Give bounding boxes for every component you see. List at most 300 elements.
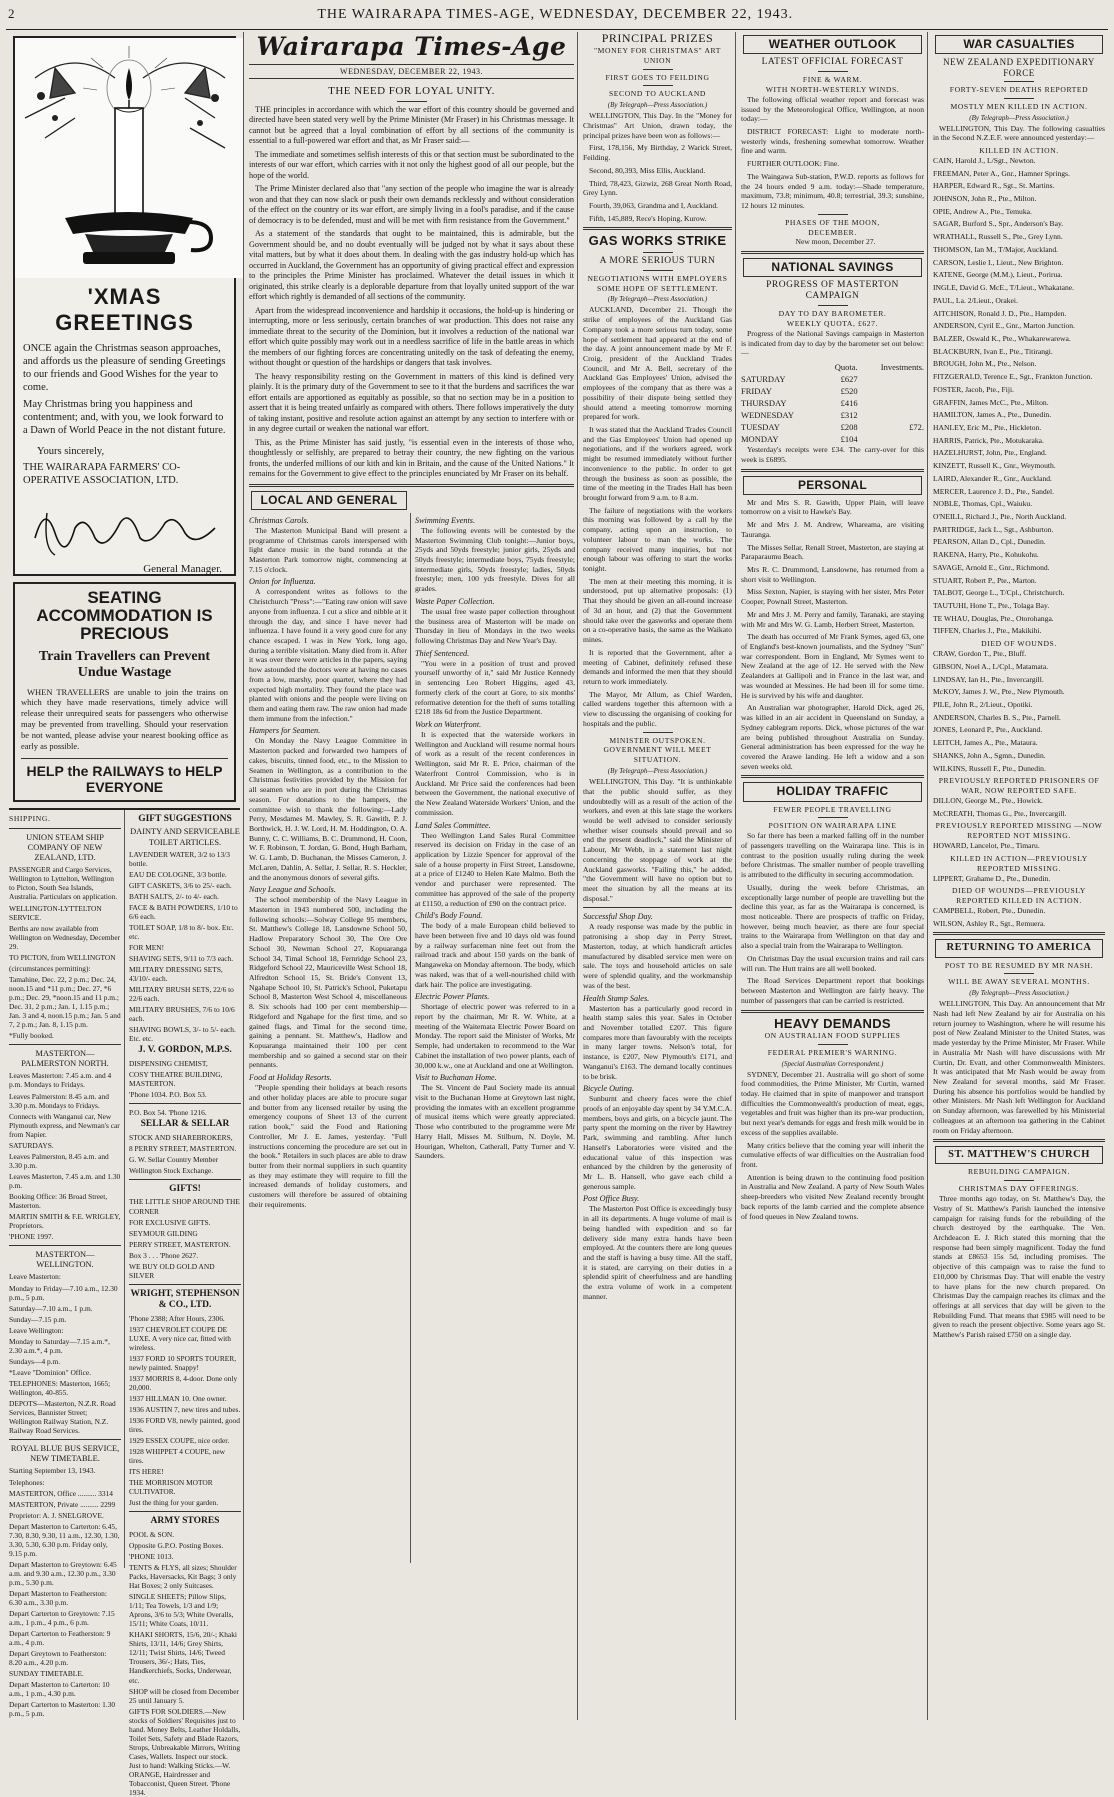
casualty-entry: THOMSON, Ian M., T/Major, Auckland. — [933, 244, 1059, 254]
local-item-title: Swimming Events. — [415, 515, 476, 525]
xmas-title: 'XMAS GREETINGS — [55, 284, 194, 335]
gas-paragraph: The men at their meeting this morning, it is understood, put up alternative proposals: (1) That they should be given an all-round increase of 3d an hour, and (2) that the Government should take over the gasworks and operate them on a co-operative basis, the same as the Waikato mines. — [583, 576, 732, 645]
nameplate: Wairarapa Times-Age — [256, 32, 567, 61]
wright-line: Just the thing for your garden. — [129, 1498, 219, 1508]
casualty-entry: McCREATH, Thomas G., Pte., Invercargill. — [933, 808, 1067, 818]
casualty-entry: WRATHALL, Russell S., Pte., Grey Lynn. — [933, 232, 1063, 242]
weather-heading: WEATHER OUTLOOK — [768, 37, 897, 51]
weather-sub-2: FINE & WARM. — [802, 75, 863, 85]
army-line: 'PHONE 1013. — [129, 1552, 174, 1562]
casualty-entry: NOBLE, Thomas, Cpl., Waiuku. — [933, 499, 1033, 509]
sellar-top: P.O. Box 54. 'Phone 1216. — [129, 1108, 207, 1118]
shipping-line: (circumstances permitting): — [9, 963, 91, 973]
candle-wreath-icon — [15, 38, 243, 278]
casualty-entry: SHANKS, John A., Sgmn., Dunedin. — [933, 750, 1046, 760]
traffic-sub-2: POSITION ON WAIRARAPA LINE — [768, 821, 897, 831]
shipping-line: PASSENGER and Cargo Services, Wellington to Lyttelton, Wellington to Picton, South Sea Islands, Australia. Particulars on application. — [9, 865, 118, 902]
prizes-sub-2: FIRST GOES TO FEILDING — [605, 72, 710, 82]
wright-line: 1937 CHEVROLET COUPE DE LUXE. A very nice car, fitted with wireless. — [129, 1324, 231, 1352]
royal-line: Depart Masterton to Featherston: 6.30 a.m., 3.30 p.m. — [9, 1588, 107, 1607]
savings-investment: £72. — [909, 422, 924, 433]
sellar-line: Wellington Stock Exchange. — [129, 1165, 214, 1175]
casualty-entry: CAIN, Harold J., L/Sgt., Newton. — [933, 155, 1036, 165]
died-prev-heading: DIED OF WOUNDS—PREVIOUSLY REPORTED KILLED IN ACTION. — [952, 886, 1086, 906]
savings-row — [741, 373, 924, 385]
local-item-text: Theo Wellington Land Sales Rural Committee reserved its decision on Friday in the case of an application by Lizzie Spencer for approval of the sale of a house property in First Street, Lansdowne, at a price of £1240 to Helen Kate Malmo. Both the vendor and purchaser were represented. The committee has approved of the sale of the property at £1150, a reduction of £90 on the contract price. — [415, 830, 575, 908]
candle-illustration — [15, 38, 234, 278]
savings-investment — [858, 385, 924, 397]
prizes-sub-3: SECOND TO AUCKLAND — [608, 89, 706, 99]
personal-paragraph: Miss Sexton, Napier, is staying with her sister, Mrs Peter Cooper, Pownall Street, Masterton. — [741, 587, 924, 607]
wright-line: 1937 HILLMAN 10. One owner. — [129, 1394, 227, 1404]
casualty-entry: McKOY, James J. W., Pte., New Plymouth. — [933, 687, 1065, 697]
killed-heading: KILLED IN ACTION. — [979, 146, 1059, 156]
weather-paragraph: The following official weather report and forecast was issued by the Meteorological Office, Wellington, at noon today:— — [741, 94, 924, 124]
wright-line: 1929 ESSEX COUPE, nice order. — [129, 1436, 230, 1446]
casualty-entry: TE WHAU, Douglas, Pte., Otorohanga. — [933, 613, 1054, 623]
savings-row — [741, 397, 924, 409]
america-sub-2: WILL BE AWAY SEVERAL MONTHS. — [948, 977, 1090, 987]
savings-heading: NATIONAL SAVINGS — [771, 260, 894, 275]
casualty-entry: BLACKBURN, Ivan E., Pte., Titirangi. — [933, 346, 1053, 356]
wounds-heading: DIED OF WOUNDS. — [981, 639, 1057, 649]
local-item-text: The following events will be contested by the Masterton Swimming Club tonight:—Junior boys, 25yds and 50yds freestyle; junior girls, 25yds and 50yds freestyle; intermediate boys, 75yds freestyle; intermediate girls, 50yds freestyle; ladies, 50yds freestyle; men, 100 yds freestyle. Dives for all grades. — [415, 525, 575, 594]
editorial-paragraph: As a statement of the standards that ought to be maintained, this is admirable, but the Government should be, and no doubt eventually will be judged not by what it says about these vital matters, but by what it does about them. In dealing with the gas industry hold-up which has occurred in Auckland, the Government has an opportunity of giving practical effect and expression to the principles the Prime Minister has proclaimed. Whatever the detail issues in which it originated, this strike clearly is a deplorable departure from that loyally united support of the war effort which rightly is demanded of all sections of the community. — [249, 229, 574, 302]
gifts-line: WE BUY OLD GOLD AND SILVER — [129, 1261, 215, 1280]
outspoken-byline: (By Telegraph—Press Association.) — [607, 767, 708, 776]
heavy-heading: HEAVY DEMANDS — [774, 1015, 891, 1031]
army-line: Opposite G.P.O. Posting Boxes. — [129, 1541, 224, 1551]
gas-paragraph: AUCKLAND, December 21. Though the strike of employees of the Auckland Gas Company took a more serious turn today, some hope of settlement had appeared at the end of the day. A joint announcement made by Mr F. Croig, president of the Auckland Trades Council, and Mr A. Bell, secretary of the Auckland Gas Employees' Union, advised the employees of the company that as there was a possibility of their dispute being settled they should attend a meeting tomorrow morning prepared for work. — [583, 305, 732, 422]
column-4 — [738, 32, 928, 1720]
savings-day: FRIDAY — [741, 386, 772, 397]
local-right — [415, 513, 575, 1563]
masthead — [6, 6, 1108, 30]
casualty-entry: FITZGERALD, Terence E., Sgt., Frankton Junction. — [933, 372, 1093, 382]
savings-investment — [858, 409, 924, 421]
america-heading: RETURNING TO AMERICA — [946, 942, 1092, 954]
royal-line: Telephones: — [9, 1477, 45, 1487]
casualty-entry: ANDERSON, Cyril E., Gnr., Marton Junction. — [933, 321, 1075, 331]
local-item-text: A correspondent writes as follows to the Christchurch "Press":—"Eating raw onion will save anyone from influenza. I cut a slice and nibble at it through the day, and since I have never had influenza. I have found it a very good cure for any chance escaped. I was in New York, long ago, during a terrible visitation. Many died from it. After it was over there were articles in the papers, saying how astounded the doctors were at having no cases from a low, marshy, poor quarter, where they had expected high mortality. They found the place was planted with onions and the people were living on them and eating them raw. The raw onion had made them immune from the infection." — [249, 587, 407, 723]
savings-col-quota: Quota. — [834, 362, 858, 373]
gas-paragraph: It was stated that the Auckland Trades Council and the Gas Employees' Union had opened up negotiations, and if the workers agreed, work might be resumed immediately without further inconvenience to the public. In order to get through the business as soon as possible, the time of the meeting in the Trades Hall has been brought forward from 9 a.m. to 8 a.m. — [583, 424, 732, 503]
gas-byline: (By Telegraph—Press Association.) — [607, 295, 708, 304]
prizes-heading: PRINCIPAL PRIZES — [601, 31, 714, 45]
casualties-heading: WAR CASUALTIES — [963, 37, 1075, 51]
savings-day: MONDAY — [741, 434, 779, 445]
traffic-heading: HOLIDAY TRAFFIC — [776, 784, 889, 799]
mail-heading: MASTERTON—PALMERSTON NORTH. — [21, 1048, 109, 1069]
gifts-line: THE LITTLE SHOP AROUND THE CORNER — [129, 1197, 240, 1216]
shipping-line: Berths are now available from Wellington on Wednesday, December 29. — [9, 923, 121, 951]
savings-quota: £520 — [840, 386, 858, 397]
shipping-line: *Fully booked. — [9, 1030, 54, 1040]
casualties-intro: WELLINGTON, This Day. The following casualties in the Second N.Z.E.F. were announced yesterday:— — [933, 123, 1105, 143]
prizes-paragraph: Third, 78,423, Gizwiz, 268 Great North Road, Grey Lynn. — [583, 178, 732, 198]
casualties-sub-2: FORTY-SEVEN DEATHS REPORTED — [949, 84, 1089, 94]
personal-paragraph: An Australian war photographer, Harold Dick, aged 26, was killed in an air accident in Queensland on Sunday, a Sydney cablegram reports. Dick, whose pictures of the war are being published throughout Australia on Sunday. General administration has been expressed for the way he covered the Arawe landing. He left a widow and a son seven weeks old. — [741, 703, 924, 771]
casualty-entry: LINDSAY, Ian H., Pte., Invercargill. — [933, 674, 1044, 684]
casualty-entry: BALZER, Oswald K., Pte., Whakarewarewa. — [933, 333, 1071, 343]
army-line: SINGLE SHEETS; Pillow Slips, 1/11; Tea Towels, 1/3 and 1/9; Aprons, 3/6 to 5/3; White Overalls, 15/11; White Coats, 10/11. — [129, 1592, 234, 1629]
wright-line: THE MORRISON MOTOR CULTIVATOR. — [129, 1478, 213, 1497]
wright-line: ITS HERE! — [129, 1467, 164, 1477]
gift-line: BATH SALTS, 2/- to 4/- each. — [129, 891, 219, 901]
army-line: TENTS & FLYS, all sizes; Shoulder Packs, Haversacks, Kit Bags; 3 only Hat Boxes; 2 only Suitcases. — [129, 1563, 237, 1591]
shipping-line: WELLINGTON-LYTTELTON SERVICE. — [9, 903, 102, 922]
xmas-yours: Yours sincerely, — [37, 445, 105, 457]
america-text: WELLINGTON, This Day. An announcement that Mr Nash had left New Zealand by air for Australia on his return journey to Washington, where he will resume his post of New Zealand Minister to the United States, was made yesterday by the Prime Minister, Mr Fraser. While in Australia Mr Nash will have discussions with Mr Curtin, Dr. Evatt, and other Commonwealth Ministers. It was anticipated that Mr Nash would be away from New Zealand for several months, said Mr Fraser. During his absence his portfolios would be handled by other Ministers. Mr Nash left Wellington for Auckland on Sunday afternoon, was farewelled by his Ministerial colleagues at an afternoon tea gathering in the Cabinet room on Friday afternoon. — [933, 999, 1105, 1135]
casualty-entry: O'NEILL, Richard J., Pte., North Auckland. — [933, 512, 1067, 522]
weather-paragraph: The Waingawa Sub-station, P.W.D. reports as follows for the 24 hours ended 9 a.m. today:—Shade temperature, maximum, 73.8; minimum, 40.8; terrestrial, 39.3; sunshine, 12 hours 12 minutes. — [741, 171, 924, 211]
column-5 — [930, 32, 1108, 1720]
casualty-entry: RAKENA, Harry, Pte., Kohukohu. — [933, 550, 1039, 560]
gordon-line: DISPENSING CHEMIST, — [129, 1059, 208, 1069]
gift-line: MILITARY BRUSHES, 7/6 to 10/6 each. — [129, 1005, 235, 1024]
masthead-title: THE WAIRARAPA TIMES-AGE, WEDNESDAY, DECEMBER 22, 1943. — [317, 7, 794, 22]
gifts-line: SEYMOUR GILDING — [129, 1228, 198, 1238]
casualty-entry: PILE, John R., 2/Lieut., Opotiki. — [933, 699, 1033, 709]
savings-sub-2: DAY TO DAY BAROMETER. — [778, 309, 887, 319]
editorial-paragraph: This, as the Prime Minister has said justly, "is essential even in the interests of those who, thoughtlessly or selfishly, are prepared to betray their country, the new fighting on the various fronts, the underfed millions of our kith and kin in Britain, and the cause of the United Nations." It remains for the Government to give effect to the principles enunciated by Mr Fraser on its behalf. — [249, 437, 574, 479]
prizes-paragraph: Second, 80,393, Miss Ellis, Auckland. — [589, 165, 706, 175]
stmatthew-text: Three months ago today, on St. Matthew's Day, the Vestry of St. Matthew's Parish launched the intensive campaign for raising funds for the rebuilding of the church destroyed by the earthquake. The Ven. Archdeacon E. J. Rich stated this morning that the response had been simply magnificent. Today the fund stands at £8653 15s 5d, including promises. The objective of this campaign was to raise the fund to £10,000 by Christmas Day. That will enable the vestry to have plans for the new church prepared. On Christmas Day the campaign reaches its climax and the offerings at all services that day will be given to the Rebuilding Fund. That means that £985 will need to be given to reach the present objective. Some years ago St. Matthew's Parish raised £750 on a single day. — [933, 1194, 1105, 1340]
local-item-title: Electric Power Plants. — [415, 992, 490, 1002]
local-item-title: Food at Holiday Resorts. — [249, 1073, 332, 1083]
casualty-entry: HARRIS, Patrick, Pte., Motukaraka. — [933, 435, 1044, 445]
mail-line: Leaves Masterton, 7.45 a.m. and 1.30 p.m. — [9, 1171, 121, 1190]
savings-day: THURSDAY — [741, 398, 787, 409]
savings-quota: £208 — [840, 422, 858, 433]
mail-line: Leaves Masterton: 7.45 a.m. and 4 p.m. Mondays to Fridays. — [9, 1071, 112, 1090]
savings-quota: £104 — [840, 434, 858, 445]
gift-line: GIFT CASKETS, 3/6 to 25/- each. — [129, 880, 232, 890]
casualty-entry: ANDERSON, Charles B. S., Pte., Parnell. — [933, 712, 1061, 722]
bicycle-text: Sunburnt and cheery faces were the chief proofs of an enjoyable day spent by 34 Y.M.C.A. members, boys and girls, on a bicycle jaunt. The party spent the morning on the river by Hawtrey Park, swimming and rambling. After lunch Hansell's Laboratories were visited and the educational value of this inspection was enhanced by the children by the generosity of Mr L. B. Hansell, who gave each child a generous sample. — [583, 1094, 732, 1191]
wright-heading: WRIGHT, STEPHENSON & CO., LTD. — [130, 1288, 240, 1311]
local-item-text: "People spending their holidays at beach resorts and other holiday places are able to procure sugar and butter from any licensed retailer by using the emergency coupons of Sheet 13 of the current ration book," said the Food and Rationing Controller, Mr J. E. James, yesterday. "Full instructions concerning the procedure are set out in the book." Retailers in such places are able to draw butter from their normal suppliers in such quantity as they may estimate they will require to fill the increased demands of holiday customers, and customers will therefore be assured of obtaining their requirements. — [249, 1083, 407, 1209]
moon-text: New moon, December 27. — [795, 237, 876, 247]
mw-line: Saturday—7.10 a.m., 1 p.m. — [9, 1303, 93, 1313]
casualty-entry: HAZELHURST, John, Pte., England. — [933, 448, 1047, 458]
local-item-text: On Monday the Navy League Committee in Masterton packed and forwarded two hampers of cakes, biscuits, tinned food, etc., to the Mission to Seamen in Wellington, as a contribution to the Christmas festivities provided by the Mission for all seamen who are in port during the Christmas season. For donations to the hampers, the committee wish to thank the following:—Lady Perry, Mesdames M. Mawley, S. R. Gawith, P. J. Borthwick, H. J. W. Lord, H. M. Hoddington, O. A. Bunny, C. C. Williams, B. C. Drummond, H. Coon, W. F. Robinson, T. Jordan, G. Bond, Hugh Barham, W. G. Lamb, D. Buchanan, the Misses Cameron, J. McLaren, Dahlin, A. Sellar, J. Sellar, R. S. Heckler, and the anonymous donors of several gifts. — [249, 736, 407, 882]
savings-day: SATURDAY — [741, 374, 786, 385]
casualty-entry: MERCER, Laurence J. D., Pte., Sandel. — [933, 486, 1055, 496]
mw-line: *Leave "Dominion" Office. — [9, 1367, 92, 1377]
gifts-line: PERRY STREET, MASTERTON. — [129, 1239, 231, 1249]
local-item-title: Christmas Carols. — [249, 515, 309, 525]
savings-investment — [858, 397, 924, 409]
editorial-paragraph: The immediate and sometimes selfish interests of this or that section must be subordinated to the interests of our war effort, which carries with it not only the highest good of all our people, but the hope of the world. — [249, 149, 574, 180]
royal-line: Depart Carterton to Featherston: 9 a.m., 4 p.m. — [9, 1628, 111, 1648]
sellar-line: 8 PERRY STREET, MASTERTON. — [129, 1143, 237, 1153]
casualty-entry: TALBOT, George L., T/Cpl., Christchurch. — [933, 588, 1065, 598]
royal-line: Depart Carterton to Greytown: 7.15 a.m., 1 p.m., 4 p.m., 6 p.m. — [9, 1608, 115, 1627]
sellar-heading: SELLAR & SELLAR — [140, 1119, 230, 1130]
stmatthew-sub: REBUILDING CAMPAIGN. — [967, 1167, 1070, 1177]
local-item-title: Onion for Influenza. — [249, 577, 316, 587]
shipping-line: TO PICTON, from WELLINGTON — [9, 952, 116, 962]
gordon-heading: J. V. GORDON, M.P.S. — [138, 1045, 232, 1056]
traffic-paragraph: Usually, during the week before Christmas, an exceptionally large number of people are travelling but the decline this year, as far as the Wairarapa is concerned, is most noticeable. There are prospects of traffic on Friday, however, being much heavier, as there are four special trains to the Wairarapa from Wellington on that day and also a special train from the Wairarapa to Wellington. — [741, 882, 924, 951]
editorial-heading: THE NEED FOR LOYAL UNITY. — [328, 85, 495, 97]
personal-paragraph: Mrs R. C. Drummond, Lansdowne, has returned from a short visit to Wellington. — [741, 565, 924, 584]
mw-line: DEPOTS—Masterton, N.Z.R. Road Services, Bannister Street; Wellington Railway Station, N.Z. Railway Road Services. — [9, 1398, 116, 1435]
gordon-line: COSY THEATRE BUILDING, MASTERTON. — [129, 1070, 223, 1089]
wright-line: 1936 AUSTIN 7, new tires and tubes. — [129, 1405, 241, 1415]
savings-row — [741, 385, 924, 397]
mail-line: Leaves Palmerston: 8.45 a.m. and 3.30 p.m. Mondays to Fridays. — [9, 1091, 109, 1110]
prizes-byline: (By Telegraph—Press Association.) — [607, 101, 708, 110]
signature-icon — [25, 493, 224, 563]
seating-title: SEATING ACCOMMODATION IS PRECIOUS — [36, 588, 213, 643]
personal-paragraph: Mr and Mrs J. M. Perry and family, Taranaki, are staying with Mr and Mrs W. G. Lamb, Herbert Street, Masterton. — [741, 609, 924, 629]
royal-line: Depart Greytown to Featherston: 8.20 a.m., 4.20 p.m. — [9, 1649, 107, 1668]
seating-subtitle: Train Travellers can Prevent Undue Wastage — [38, 648, 211, 680]
savings-col-investments: Investments. — [880, 362, 924, 373]
savings-table — [741, 361, 924, 445]
heavy-paragraph: Many critics believe that the coming year will inherit the cumulative effects of war difficulties on the Australian food front. — [741, 1140, 924, 1169]
casualties-byline: (By Telegraph—Press Association.) — [969, 113, 1069, 122]
column-2 — [246, 32, 578, 1720]
local-item-title: Hampers for Seamen. — [249, 726, 321, 736]
gas-sub-3: SOME HOPE OF SETTLEMENT. — [597, 283, 718, 293]
wright-line: 1936 FORD V8, newly painted, good tires. — [129, 1416, 240, 1435]
casualty-entry: KATENE, George (M.M.), Lieut., Porirua. — [933, 270, 1063, 280]
column-1 — [6, 32, 244, 1797]
personal-paragraph: The death has occurred of Mr Frank Symes, aged 63, one of England's best-known journalists, and the Sydney "Sun" war correspondent. Born in England, Mr Symes went to New Zealand at the age of 12. He served with the New Zealanders at Gallipoli and in France in the last war, and was wounded at Messines. He had been ill for some time. He is survived by his wife and daughter. — [741, 632, 924, 700]
stmatthew-heading: ST. MATTHEW'S CHURCH — [948, 1149, 1090, 1161]
prizes-sub: "MONEY FOR CHRISTMAS" ART UNION — [593, 45, 721, 65]
casualty-entry: JOHNSON, John R., Pte., Milton. — [933, 194, 1037, 204]
mw-line: Monday to Friday—7.10 a.m., 12.30 p.m., 5 p.m. — [9, 1283, 118, 1302]
killed-prev-heading: KILLED IN ACTION—PREVIOUSLY REPORTED MISSING. — [950, 853, 1088, 873]
casualty-entry: PAUL, La. 2/Lieut., Orakei. — [933, 295, 1018, 305]
mw-line: Sunday—7.15 p.m. — [9, 1314, 67, 1324]
mail-line: Connects with Wanganui car, New Plymouth express, and Newman's car from Napier. — [9, 1111, 120, 1139]
savings-sub-3: WEEKLY QUOTA, £627. — [786, 319, 879, 329]
stmatthew-sub-2: CHRISTMAS DAY OFFERINGS. — [958, 1184, 1080, 1194]
local-item-text: The Masterton Municipal Band will present a programme of Christmas carols interspersed with light dance music in the band rotunda at the Masterton Park tomorrow night, commencing at 7.15 o'clock. — [249, 525, 407, 574]
savings-text: Progress of the National Savings campaign in Masterton is indicated from day to day by the barometer set out below:— — [741, 328, 924, 358]
savings-day: TUESDAY — [741, 422, 780, 433]
casualty-entry: AITCHISON, Ronald J. D., Pte., Hampden. — [933, 308, 1067, 318]
local-item-text: The school membership of the Navy League in Masterton in 1943 numbered 500, including the following schools:—Solway College 95 members, St. Matthew's College 18, Lansdowne School 50, Hadlow Preparatory School 30, The Ore Ore School 30, Newman School 27, Kopuaranga School 34, Timal School 18, Fernridge School 23, Ridgeford School 22, Mauriceville West School 18, Alfredton School 15, St. Bride's Convent 13, Ngahape School 10, St. Patrick's School, Puketapu School 8, Masterton West School 4, miscellaneous 8. Six schools had 100 per cent membership—Ridgeford and Ngahape for the first time, and so gained flags, and Timal for the second time, gaining a pennant. St. Matthew's, Hadlow and Kopuaranga maintained their 100 per cent membership and so gained a second star on their pennants. — [249, 895, 407, 1070]
heavy-paragraph: SYDNEY, December 21. Australia will go short of some food commodities, the Prime Minister, Mr Curtin, warned today. He claimed that in spite of manpower and transport difficulties the Commonwealth's production of meat, eggs, vegetables and fruit was higher than its pre-war production, but next year's demands for eggs and fresh milk would be in excess of the supplies available. — [741, 1069, 924, 1137]
savings-quota: £627 — [840, 374, 858, 385]
casualty-entry: HARPER, Edward R., Sgt., St. Martins. — [933, 181, 1055, 191]
casualty-entry: WILKINS, Russell F., Pte., Dunedin. — [933, 763, 1046, 773]
personal-paragraph: Mr and Mrs S. R. Gawith, Upper Plain, will leave tomorrow on a visit to Hawke's Bay. — [741, 497, 924, 517]
gifts-column — [127, 810, 241, 1797]
column-3 — [580, 32, 736, 1720]
mw-line: TELEPHONES: Masterton, 1665; Wellington, 40-855. — [9, 1378, 111, 1397]
shipping-column — [9, 810, 125, 1719]
sellar-line: STOCK AND SHAREBROKERS, — [129, 1132, 233, 1142]
mail-line: MARTIN SMITH & F.E. WRIGLEY, Proprietors. — [9, 1211, 121, 1230]
savings-footer: Yesterday's receipts were £34. The carry-over for this week is £6895. — [741, 445, 924, 464]
prizes-paragraph: Fourth, 39,063, Grandma and I, Auckland. — [589, 200, 719, 210]
casualties-sub: NEW ZEALAND EXPEDITIONARY FORCE — [943, 57, 1095, 78]
local-item-text: "You were in a position of trust and proved yourself unworthy of it," said Mr Justice Kennedy in sentencing Leo Robert Higgins, aged 43, formerly clerk of the court at Gore, to six months' reformative detention for the theft of sums totalling £218 18s 6d from the Justice Department. — [415, 658, 575, 717]
post-text: The Masterton Post Office is exceedingly busy in all its departments. A huge volume of mail is being handled with expedition and so far delivery side many extra hands have been employed. At the counters there are long queues and the staff is having a busy time. All the staff, it is stated, are carrying on their duties in a splendid spirit of cheerfulness and are handling the extra volume of work in a competent manner. — [583, 1204, 732, 1301]
prisoners-heading: PREVIOUSLY REPORTED PRISONERS OF WAR, NOW REPORTED SAFE. — [938, 776, 1100, 796]
local-item-text: The St. Vincent de Paul Society made its annual visit to the Buchanan Home at Greytown last night, providing the inmates with an excellent programme of musical items which were greatly appreciated. Those who contributed to the programme were Mr Harry Hall, Misses M. Stilburn, N. Doyle, M. Hourigan, Whelton, Catherall, Patty Turner and V. Saunders. — [415, 1083, 575, 1161]
local-item-title: Visit to Buchanan Home. — [415, 1073, 497, 1083]
heavy-byline: (Special Australian Correspondent.) — [781, 1059, 884, 1068]
wright-line: 1937 MORRIS 8, 4-door. Done only 20,000. — [129, 1374, 238, 1393]
local-item-title: Navy League and Schools. — [249, 885, 336, 895]
army-heading: ARMY STORES — [150, 1516, 220, 1527]
personal-paragraph: Mr and Mrs J. M. Andrew, Whareama, are visiting Tauranga. — [741, 520, 924, 539]
royal-line: MASTERTON, Office .......... 3314 — [9, 1488, 113, 1498]
royal-line: SUNDAY TIMETABLE. — [9, 1669, 84, 1679]
traffic-paragraph: So far there has been a marked falling off in the number of passengers travelling on the Wairarapa line. This is in contrast to the position usually ruling during the week before Christmas. The smaller number of people travelling is attributed to the difficulty in securing accommodation. — [741, 831, 924, 880]
local-item-text: The usual free waste paper collection throughout the business area of Masterton will be made on Thursday in lieu of Mondays in the two weeks following Christmas Day and New Year's Day. — [415, 606, 575, 646]
casualty-entry: LAIRD, Alexander R., Gnr., Auckland. — [933, 473, 1052, 483]
savings-quota: £312 — [840, 410, 858, 421]
army-line: GIFTS FOR SOLDIERS.—New stocks of Soldiers' Requisites just to hand. Money Belts, Leather Holdalls, Toilet Sets, Safety and Blade Razors, Strops, Unbreakable Mirrors, Writing Cases, Wallets. Inspect our stock. Just to hand: Walking Sticks.—W. ORANGE, Hairdresser and Tobacconist, Queen Street. 'Phone 1934. — [129, 1706, 241, 1797]
america-byline: (By Telegraph—Press Association.) — [969, 989, 1069, 998]
army-line: SHOP will be closed from December 25 until January 5. — [129, 1686, 239, 1705]
editorial-paragraph: THE principles in accordance with which the war effort of this country should be governed and directed have been stated very well by the Prime Minister (Mr Fraser) in his Christmas message. It cannot but be agreed that a loyal combination of effort by all sections of the community is essential to a full-powered war effort and that, as Mr Fraser said:— — [249, 104, 574, 146]
savings-row — [741, 433, 924, 445]
gifts-line: Box 3 . . . 'Phone 2627. — [129, 1250, 199, 1260]
casualty-entry: GIBSON, Noel A., L/Cpl., Matamata. — [933, 661, 1049, 671]
gift-line: FOR MEN! — [129, 943, 165, 953]
royal-line: Starting September 13, 1943. — [9, 1466, 96, 1476]
traffic-paragraph: On Christmas Day the usual excursion trains and rail cars will run. The Hutt trains are all well booked. — [741, 953, 924, 973]
xmas-body: ONCE again the Christmas season approaches, and affords us the pleasure of sending Greetings to our friends and Good Wishes for the year to come. — [23, 343, 226, 394]
gas-paragraph: It is reported that the Government, after a meeting of Cabinet, definitely refused these demands and informed the men that they should return to work immediately. — [583, 647, 732, 686]
heavy-paragraph: Attention is being drawn to the continuing food position in Australia and New Zealand. A party of New South Wales sheep-breeders who visited New Zealand recently brought back reports of the lamb carried and the complete absence of food queues in New Zealand towns. — [741, 1172, 924, 1221]
traffic-sub: FEWER PEOPLE TRAVELLING — [773, 804, 892, 814]
shop-title: Successful Shop Day. — [583, 912, 653, 922]
casualty-entry: SAGAR, Burford S., Spr., Anderson's Bay. — [933, 219, 1064, 229]
wright-line: 'Phone 2388; After Hours, 2306. — [129, 1313, 225, 1323]
mw-line: Leave Wellington: — [9, 1325, 64, 1335]
gifts-line: FOR EXCLUSIVE GIFTS. — [129, 1217, 211, 1227]
casualty-entry: HAMILTON, James A., Pte., Dunedin. — [933, 410, 1052, 420]
shop-text: A ready response was made by the public in patronising a shop day in Perry Street, Masterton, today, at which handicraft articles manufactured by disabled service men were on sale. The toys and household articles on sale were of splendid quality, and the workmanship was of the best. — [583, 922, 732, 990]
royal-heading: ROYAL BLUE BUS SERVICE, NEW TIMETABLE. — [10, 1443, 120, 1464]
savings-day: WEDNESDAY — [741, 410, 795, 421]
mail-line: Leaves Palmerston, 8.45 a.m. and 3.30 p.m. — [9, 1151, 109, 1170]
prizes-paragraph: Fifth, 145,889, Rece's Hoping, Kurow. — [589, 213, 707, 223]
weather-paragraph: DISTRICT FORECAST: Light to moderate north-westerly winds, freshening somewhat tomorrow. Weather fine and warm. — [741, 126, 924, 156]
savings-row — [741, 409, 924, 421]
heavy-sub: ON AUSTRALIAN FOOD SUPPLIES — [764, 1030, 901, 1040]
casualty-entry: PEARSON, Allan D., Cpl., Dunedin. — [933, 537, 1046, 547]
casualty-entry: KINZETT, Russell K., Gnr., Weymouth. — [933, 461, 1056, 471]
casualty-entry: STUART, Robert P., Pte., Marton. — [933, 575, 1037, 585]
casualty-entry: SAVAGE, Arnold E., Gnr., Richmond. — [933, 562, 1050, 572]
personal-heading: PERSONAL — [797, 477, 868, 492]
gas-heading: GAS WORKS STRIKE — [588, 233, 727, 249]
xmas-greetings-ad — [13, 36, 236, 576]
weather-sub-3: WITH NORTH-WESTERLY WINDS. — [765, 84, 900, 94]
weather-sub: LATEST OFFICIAL FORECAST — [761, 57, 904, 68]
casualty-entry: OPIE, Andrew A., Pte., Temuka. — [933, 206, 1032, 216]
editorial-paragraph: Apart from the widespread inconvenience and hardship it occasions, the hold-up is hindering or interrupting, more or less seriously, certain branches of war production. This does not raise any immediate threat to the security of the Dominion, but it involves a reduction of the national war effort which quite possibly may work out in a needless sacrifice of life in the battle areas in which the members of our fighting forces are concentrating unitedly on the task of defeating the enemy, without thought or question of the hardships or dangers that task involves. — [249, 305, 574, 368]
editorial-paragraph: The Prime Minister declared also that "any section of the people who imagine the war is already won and that they can now slack or push their own demands recklessly and without consideration of the effect on the country or its war effort, are simply living in a fool's paradise, and if the cause of democracy is to be defended, must and will be met with firm resistance from the Government." — [249, 184, 574, 225]
prizes-paragraph: First, 178,156, My Birthday, 2 Warick Street, Feilding. — [583, 143, 732, 163]
local-item-title: Child's Body Found. — [415, 911, 483, 921]
casualties-sub-3: MOSTLY MEN KILLED IN ACTION. — [950, 101, 1088, 111]
casualty-entry: TAUTUHI, Hone T., Pte., Tolaga Bay. — [933, 601, 1050, 611]
gift-heading: GIFT SUGGESTIONS — [138, 813, 232, 824]
gas-paragraph: The failure of negotiations with the workers this morning was followed by a call by the company, acting upon an instruction, to volunteer labour to man the works. The company received many inquiries, but not enough labour was offering to start the works tonight. — [583, 505, 732, 574]
local-item-title: Waste Paper Collection. — [415, 596, 495, 606]
local-item-text: Shortage of electric power was referred to in a report by the chairman, Mr R. W. White, at a meeting of the Waitemata Electric Power Board on Monday. The report said the Minister of Works, Mr Semple, had undertaken to recommend to the War Cabinet the installation of two power plants, each of 30,000 k.w., one at Auckland and one at Wellington. — [415, 1002, 575, 1070]
casualty-entry: FOSTER, Jacob, Pte., Fiji. — [933, 384, 1015, 394]
gift-sub: DAINTY AND SERVICEABLE TOILET ARTICLES. — [130, 827, 240, 847]
army-line: POOL & SON. — [129, 1530, 175, 1540]
traffic-paragraph: The Road Services Department report that bookings between Masterton and Wellington are fairly heavy. The number of passengers that can be carried is restricted. — [741, 976, 924, 1005]
outspoken-heading: MINISTER OUTSPOKEN. — [609, 735, 706, 745]
post-title: Post Office Busy. — [583, 1194, 640, 1204]
outspoken-sub: GOVERNMENT WILL MEET SITUATION. — [603, 745, 712, 765]
royal-line: Depart Carterton to Masterton: 1.30 p.m., 5 p.m. — [9, 1700, 116, 1719]
seating-body: WHEN TRAVELLERS are unable to join the trains on which they have made reservations, timely advice will release their unrequired seats for passengers who otherwise may be prevented from travelling. Should your reservation be not wanted, please advise your nearest booking office as early as possible. — [21, 686, 228, 751]
casualty-entry: JONES, Leonard P., Pte., Auckland. — [933, 725, 1043, 735]
wright-line: 1937 FORD 10 SPORTS TOURER, newly painted. Snappy! — [129, 1354, 237, 1373]
casualty-entry: TIFFEN, Charles J., Pte., Makikihi. — [933, 626, 1042, 636]
xmas-signoff: General Manager. — [143, 563, 222, 576]
casualty-entry: BROUGH, John M., Pte., Nelson. — [933, 359, 1037, 369]
mail-line: SATURDAYS. — [9, 1140, 54, 1150]
local-heading: LOCAL AND GENERAL — [260, 492, 398, 507]
local-item-title: Land Sales Committee. — [415, 820, 491, 830]
gas-paragraph: The Mayor, Mr Allum, as Chief Warden, called wardens together this afternoon with a view to discussing the organising of cooking for hospitals and the public. — [583, 689, 732, 728]
casualty-entry: HANLEY, Eric M., Pte., Hickleton. — [933, 422, 1042, 432]
local-item-text: It is expected that the waterside workers in Wellington and Auckland will resume normal hours of work as a result of the recent conferences in Wellington, said Mr R. E. Price, chairman of the Waterfront Control Commission, who is in Auckland. Mr Price said the conferences had been between the Government, the national executive of the New Zealand Waterside Workers' Union, and the commission. — [415, 730, 575, 817]
gift-line: MILITARY DRESSING SETS, 43/10/- each. — [129, 965, 223, 984]
savings-sub: PROGRESS OF MASTERTON CAMPAIGN — [766, 280, 899, 302]
gift-line: SHAVING BOWLS, 3/- to 5/- each. Etc. etc. — [129, 1025, 236, 1044]
xmas-company: THE WAIRARAPA FARMERS' CO-OPERATIVE ASSOCIATION, LTD. — [23, 462, 181, 487]
gift-line: FACE & BATH POWDERS, 1/10 to 6/6 each. — [129, 903, 238, 922]
moon-heading: PHASES OF THE MOON, — [785, 217, 880, 227]
savings-investment — [858, 433, 924, 445]
union-steam-ship: UNION STEAM SHIP COMPANY OF NEW ZEALAND, LTD. — [26, 832, 104, 863]
mw-line: Sundays—4 p.m. — [9, 1356, 61, 1366]
bicycle-title: Bicycle Outing. — [583, 1084, 634, 1094]
personal-paragraph: The Misses Sellar, Renall Street, Masterton, are staying at Paraparaumu Beach. — [741, 542, 924, 562]
mw-line: Leave Masterton: — [9, 1272, 61, 1282]
gift-line: SHAVING SETS, 9/11 to 7/3 each. — [129, 954, 234, 964]
editorial-body — [249, 105, 574, 480]
local-item-title: Work on Waterfront. — [415, 720, 482, 730]
gift-line: MILITARY BRUSH SETS, 22/6 to 22/6 each. — [129, 985, 234, 1004]
gifts-heading: GIFTS! — [169, 1183, 201, 1194]
casualty-entry: FREEMAN, Peter A., Gnr., Hamner Springs. — [933, 168, 1070, 178]
local-left — [249, 513, 411, 1563]
gordon-line: 'Phone 1034. P.O. Box 53. — [129, 1090, 207, 1100]
mail-line: Booking Office: 36 Broad Street, Masterton. — [9, 1191, 108, 1210]
casualty-entry: WILSON, Ashley R., Sgt., Remuera. — [933, 918, 1046, 928]
gas-sub-2: NEGOTIATIONS WITH EMPLOYERS — [587, 273, 728, 283]
shipping-line: Tamahine, Dec. 22, 2 p.m.; Dec. 24, noon.15 and *11 p.m.; Dec. 27, *6 p.m.; Dec. 29, *noon.15 and 11 p.m.; Dec. 31, 2 p.m.; Jan. 1, 1.15 p.m.; Jan. 3 and 4, noon.15 p.m.; Jan. 5 and 7, 2 p.m.; Jan. 8, 1.15 p.m. — [9, 974, 121, 1029]
army-line: KHAKI SHORTS, 15/6, 20/-; Khaki Shirts, 13/11, 14/6; Grey Shirts, 12/11; Twist Shirts, 14/6; Tweed Trousers, 36/-; Hats, Ties, Handkerchiefs, Socks, Underwear, etc. — [129, 1630, 237, 1685]
casualty-entry: LIPPERT, Grahame D., Pte., Dunedin. — [933, 873, 1051, 883]
wright-line: 1928 WHIPPET 4 COUPE, new tires. — [129, 1447, 226, 1466]
local-item-text: The body of a male European child believed to have been between five and 10 days old was found by a railway surfaceman nine feet out from the railroad track and about 150 yards on the bank of Mangaweka on Monday afternoon. The body, which was naked, was that of a well-nourished child with dark hair. The police are investigating. — [415, 921, 575, 989]
royal-line: Proprietor: A. J. SNELGROVE. — [9, 1510, 104, 1520]
casualty-entry: LEITCH, James A., Pte., Mataura. — [933, 738, 1038, 748]
missing-heading: PREVIOUSLY REPORTED MISSING —NOW REPORTED NOT MISSING. — [935, 821, 1103, 841]
